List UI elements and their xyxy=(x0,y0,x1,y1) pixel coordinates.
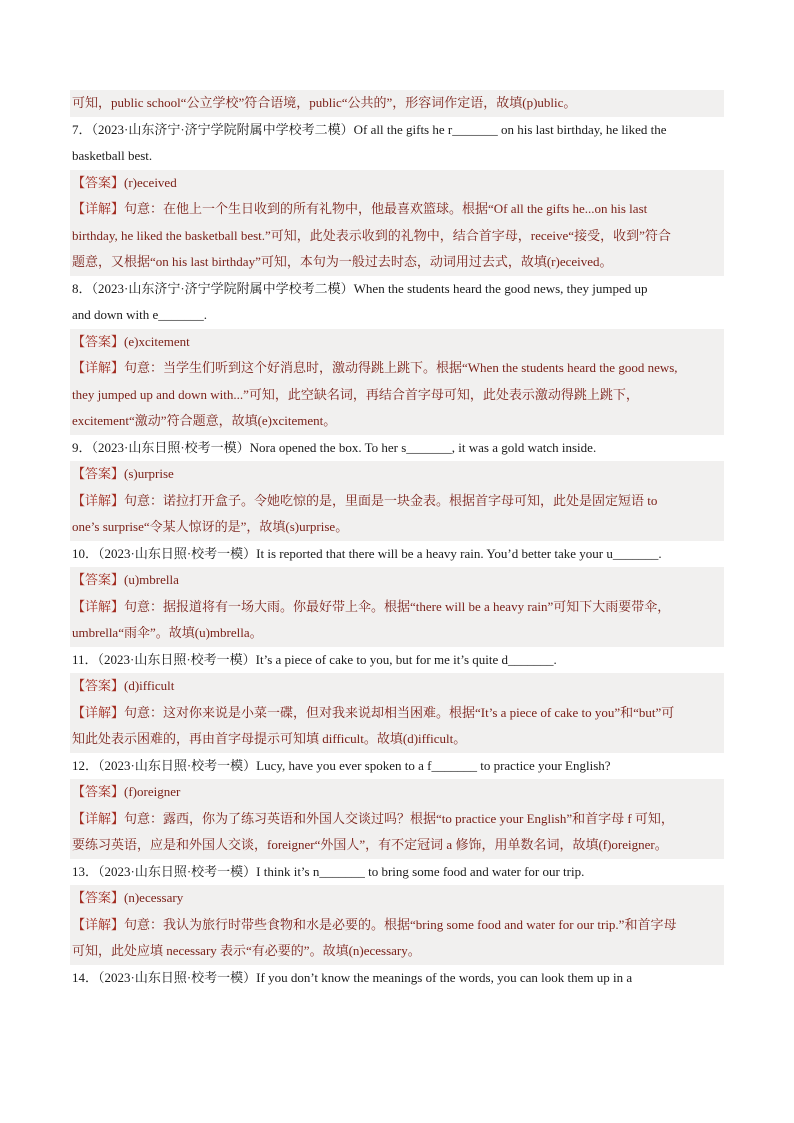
question-line xyxy=(70,143,724,170)
answer-line xyxy=(70,885,724,912)
explanation-line xyxy=(70,488,724,515)
explanation-line xyxy=(70,514,724,541)
line-text: and down with e_______. xyxy=(72,307,208,322)
explanation-line xyxy=(70,249,724,276)
line-text: (r)eceived xyxy=(124,174,177,190)
explanation-line xyxy=(70,355,724,382)
line-text: 要练习英语，应是和外国人交谈，foreigner“外国人”，有不定冠词 a 修饰，用单数名词，故填(f)oreigner。 xyxy=(72,837,668,852)
detail-tag: 【详解】 xyxy=(72,201,125,216)
line-text: (u)mbrella xyxy=(124,572,179,587)
question-line xyxy=(70,541,724,568)
explanation-line xyxy=(70,912,724,939)
line-text: 11．（2023·山东日照·校考一模）It’s a piece of cake to you, but for me it’s quite d_______. xyxy=(72,651,557,667)
question-line xyxy=(70,117,724,144)
line-text: (d)ifficult xyxy=(124,678,175,693)
line-text: 句意：露西，你为了练习英语和外国人交谈过吗？根据“to practice your English”和首字母 f 可知， xyxy=(124,810,674,826)
answer-line xyxy=(70,567,724,594)
detail-tag: 【详解】 xyxy=(72,916,125,932)
line-text: 题意，又根据“on his last birthday”可知，本句为一般过去时态，动词用过去式，故填(r)eceived。 xyxy=(72,254,613,269)
line-text: 12．（2023·山东日照·校考一模）Lucy, have you ever spoken to a f_______ to practice your English? xyxy=(72,757,611,773)
explanation-line xyxy=(70,938,724,965)
line-text: 句意：这对你来说是小菜一碟，但对我来说却相当困难。根据“It’s a piece of cake to you”和“but”可 xyxy=(124,704,675,720)
line-text: 14．（2023·山东日照·校考一模）If you don’t know the meanings of the words, you can look them up in a xyxy=(72,969,633,985)
answer-tag: 【答案】 xyxy=(72,174,125,190)
question-line xyxy=(70,965,724,992)
explanation-line xyxy=(70,382,724,409)
line-text: 知此处表示困难的，再由首字母提示可知填 difficult。故填(d)ifficult。 xyxy=(72,731,467,746)
detail-tag: 【详解】 xyxy=(72,360,125,375)
question-line xyxy=(70,647,724,674)
explanation-line xyxy=(70,196,724,223)
line-text: 句意：我认为旅行时带些食物和水是必要的。根据“bring some food and water for our trip.”和首字母 xyxy=(124,916,677,932)
explanation-line xyxy=(70,700,724,727)
detail-tag: 【详解】 xyxy=(72,492,125,508)
explanation-line xyxy=(70,726,724,753)
answer-tag: 【答案】 xyxy=(72,678,125,693)
question-line xyxy=(70,276,724,303)
detail-tag: 【详解】 xyxy=(72,704,125,720)
detail-tag: 【详解】 xyxy=(72,810,125,826)
line-text: 句意：据报道将有一场大雨。你最好带上伞。根据“there will be a heavy rain”可知下大雨要带伞， xyxy=(124,598,671,614)
exercise-content xyxy=(70,90,724,991)
detail-tag: 【详解】 xyxy=(72,598,125,614)
line-text: 句意：当学生们听到这个好消息时，激动得跳上跳下。根据“When the students heard the good news, xyxy=(124,360,678,375)
explanation-line xyxy=(70,832,724,859)
line-text: 9．（2023·山东日照·校考一模）Nora opened the box. To her s_______, it was a gold watch inside. xyxy=(72,439,597,455)
line-text: they jumped up and down with...”可知，此空缺名词，再结合首字母可知，此处表示激动得跳上跳下， xyxy=(72,386,639,402)
line-text: 13．（2023·山东日照·校考一模）I think it’s n_______ to bring some food and water for our trip. xyxy=(72,863,585,879)
line-text: birthday, he liked the basketball best.”可知，此处表示收到的礼物中，结合首字母，receive“接受，收到”符合 xyxy=(72,227,671,243)
line-text: one’s surprise“令某人惊讶的是”，故填(s)urprise。 xyxy=(72,519,349,534)
answer-line xyxy=(70,779,724,806)
line-text: 可知，此处应填 necessary 表示“有必要的”。故填(n)ecessary。 xyxy=(72,943,421,958)
question-line xyxy=(70,753,724,780)
answer-tag: 【答案】 xyxy=(72,784,125,799)
answer-tag: 【答案】 xyxy=(72,890,125,905)
line-text: umbrella“雨伞”。故填(u)mbrella。 xyxy=(72,625,263,640)
answer-line xyxy=(70,170,724,197)
explanation-line xyxy=(70,620,724,647)
line-text: 可知，public school“公立学校”符合语境，public“公共的”，形容词作定语，故填(p)ublic。 xyxy=(72,95,577,110)
answer-line xyxy=(70,461,724,488)
line-text: 句意：诺拉打开盒子。令她吃惊的是，里面是一块金表。根据首字母可知，此处是固定短语 to xyxy=(124,492,658,508)
answer-line xyxy=(70,673,724,700)
line-text: 8．（2023·山东济宁·济宁学院附属中学校考二模）When the students heard the good news, they jumped up xyxy=(72,280,648,296)
answer-tag: 【答案】 xyxy=(72,466,125,481)
explanation-line xyxy=(70,594,724,621)
answer-tag: 【答案】 xyxy=(72,333,125,349)
line-text: (e)xcitement xyxy=(124,333,190,349)
explanation-line xyxy=(70,408,724,435)
answer-tag: 【答案】 xyxy=(72,572,125,587)
line-text: basketball best. xyxy=(72,148,153,163)
line-text: (f)oreigner xyxy=(124,784,181,799)
line-text: (s)urprise xyxy=(124,466,174,481)
line-text: 10．（2023·山东日照·校考一模）It is reported that there will be a heavy rain. You’d better take your u_______. xyxy=(72,545,662,561)
answer-line xyxy=(70,329,724,356)
line-text: (n)ecessary xyxy=(124,890,184,905)
question-line xyxy=(70,859,724,886)
question-line xyxy=(70,302,724,329)
line-text: 7．（2023·山东济宁·济宁学院附属中学校考二模）Of all the gifts he r_______ on his last birthday, he liked the xyxy=(72,121,667,137)
explanation-line xyxy=(70,90,724,117)
explanation-line xyxy=(70,223,724,250)
line-text: 句意：在他上一个生日收到的所有礼物中，他最喜欢篮球。根据“Of all the gifts he...on his last xyxy=(124,201,648,216)
explanation-line xyxy=(70,806,724,833)
line-text: excitement“激动”符合题意，故填(e)xcitement。 xyxy=(72,413,337,428)
question-line xyxy=(70,435,724,462)
